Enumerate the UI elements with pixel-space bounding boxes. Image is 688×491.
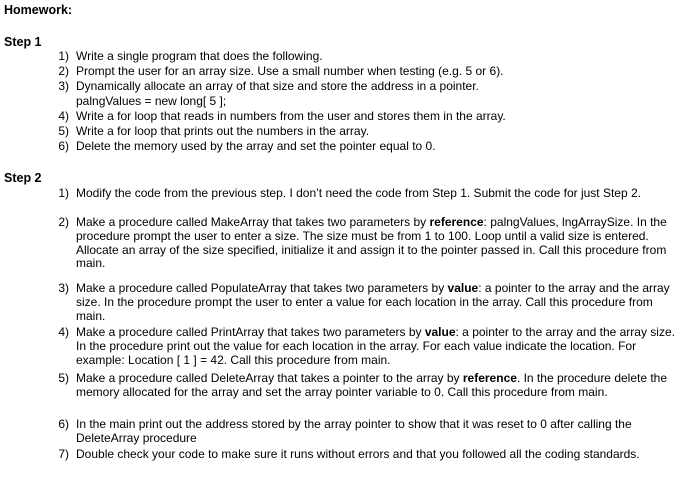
- item-text: Prompt the user for an array size. Use a small number when testing (e.g. 5 or 6).: [76, 64, 504, 78]
- item-text: Double check your code to make sure it runs without errors and that you followed all the coding standards.: [76, 447, 640, 461]
- emphasis: reference: [429, 215, 484, 229]
- emphasis: value: [424, 325, 456, 339]
- item-number: 2): [58, 215, 69, 229]
- item-number: 5): [58, 124, 69, 138]
- item-number: 6): [58, 139, 69, 153]
- item-text: Write a for loop that prints out the numbers in the array.: [76, 124, 370, 138]
- item-text: Make a procedure called PrintArray that takes two parameters by value: a pointer to the array and the array size. In the procedure print out the value for each location in the array. For each value indicate the location. For example: Location [ 1 ] = 42. Call this procedure from main.: [76, 325, 675, 367]
- item-text: Modify the code from the previous step. I don’t need the code from Step 1. Submit the code for just Step 2.: [76, 186, 641, 200]
- item-number: 2): [58, 64, 69, 78]
- item-number: 3): [58, 281, 69, 295]
- step1-heading: Step 1: [4, 35, 42, 49]
- step2-heading: Step 2: [4, 171, 42, 185]
- item-text: Dynamically allocate an array of that size and store the address in a pointer.: [76, 79, 479, 93]
- item-text: Delete the memory used by the array and set the pointer equal to 0.: [76, 139, 436, 153]
- item-number: 3): [58, 79, 69, 93]
- item-number: 5): [58, 371, 69, 385]
- item-number: 7): [58, 447, 69, 461]
- item-text: Make a procedure called PopulateArray that takes two parameters by value: a pointer to the array and the array size. In the procedure prompt the user to enter a value for each location in the array. Call this procedure from main.: [76, 281, 670, 323]
- code-example: palngValues = new long[ 5 ];: [76, 94, 227, 108]
- item-text: Make a procedure called MakeArray that takes two parameters by reference: palngValues, lngArraySize. In the procedure prompt the user to enter a size. The size must be from 1 to 100. Loop until a valid size is entered. Allocate an array of the size specified, initialize it and assign it to the pointer passed in. Call this procedure from main.: [76, 215, 667, 271]
- item-number: 4): [58, 325, 69, 339]
- item-text: In the main print out the address stored by the array pointer to show that it was reset to 0 after calling the DeleteArray procedure: [76, 417, 632, 445]
- item-text: Write a for loop that reads in numbers from the user and stores them in the array.: [76, 109, 506, 123]
- item-number: 1): [58, 186, 69, 200]
- item-text: Make a procedure called DeleteArray that takes a pointer to the array by reference. In the procedure delete the memory allocated for the array and set the array pointer variable to 0. Call this procedure from main.: [76, 371, 668, 399]
- emphasis: value: [447, 281, 479, 295]
- item-number: 4): [58, 109, 69, 123]
- item-text: Write a single program that does the following.: [76, 49, 323, 63]
- item-number: 1): [58, 49, 69, 63]
- emphasis: reference: [462, 371, 517, 385]
- item-number: 6): [58, 417, 69, 431]
- document-title: Homework:: [4, 3, 73, 17]
